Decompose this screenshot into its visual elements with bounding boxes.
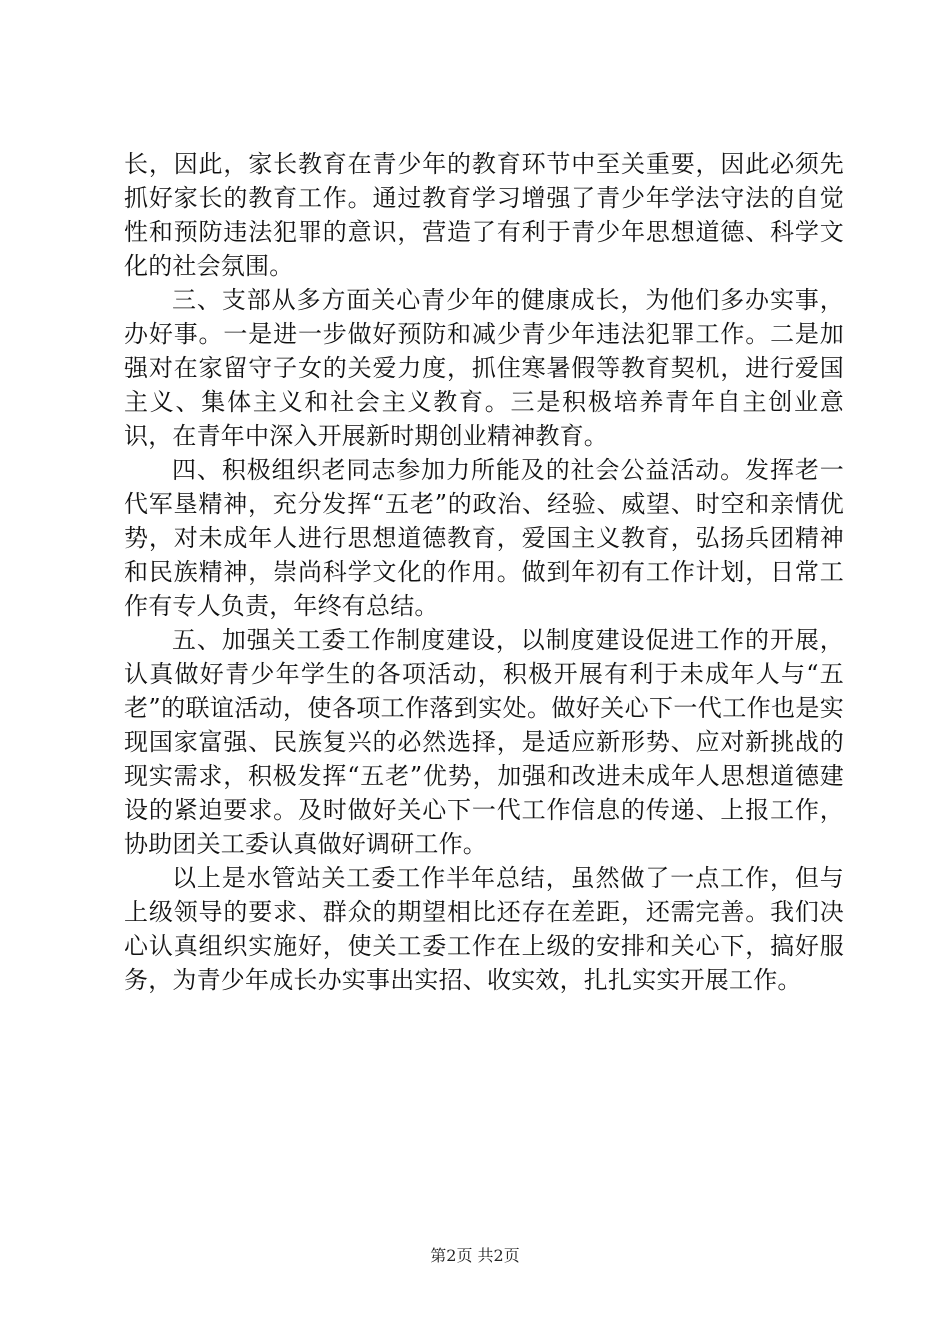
document-body: [124, 147, 844, 997]
paragraph-conclusion: 以上是水管站关工委工作半年总结，虽然做了一点工作，但与上级领导的要求、群众的期望相比还存在差距，还需完善。我们决心认真组织实施好，使关工委工作在上级的安排和关心下，搞好服务，为青少年成长办实事出实招、收实效，扎扎实实开展工作。: [124, 864, 844, 994]
page-number-footer: 第2页 共2页: [430, 1246, 520, 1265]
paragraph-section-four: 四、积极组织老同志参加力所能及的社会公益活动。发挥老一代军垦精神，充分发挥“五老”的政治、经验、威望、时空和亲情优势，对未成年人进行思想道德教育，爱国主义教育，弘扬兵团精神和民族精神，崇尚科学文化的作用。做到年初有工作计划，日常工作有专人负责，年终有总结。: [124, 456, 844, 620]
paragraph-section-five: 五、加强关工委工作制度建设，以制度建设促进工作的开展，认真做好青少年学生的各项活动，积极开展有利于未成年人与“五老”的联谊活动，使各项工作落到实处。做好关心下一代工作也是实现国家富强、民族复兴的必然选择，是适应新形势、应对新挑战的现实需求，积极发挥“五老”优势，加强和改进未成年人思想道德建设的紧迫要求。及时做好关心下一代工作信息的传递、上报工作，协助团关工委认真做好调研工作。: [124, 626, 844, 858]
paragraph-continuation: 长，因此，家长教育在青少年的教育环节中至关重要，因此必须先抓好家长的教育工作。通过教育学习增强了青少年学法守法的自觉性和预防违法犯罪的意识，营造了有利于青少年思想道德、科学文化的社会氛围。: [124, 150, 844, 280]
paragraph-section-three: 三、支部从多方面关心青少年的健康成长，为他们多办实事，办好事。一是进一步做好预防和减少青少年违法犯罪工作。二是加强对在家留守子女的关爱力度，抓住寒暑假等教育契机，进行爱国主义、集体主义和社会主义教育。三是积极培养青年自主创业意识，在青年中深入开展新时期创业精神教育。: [124, 286, 844, 450]
